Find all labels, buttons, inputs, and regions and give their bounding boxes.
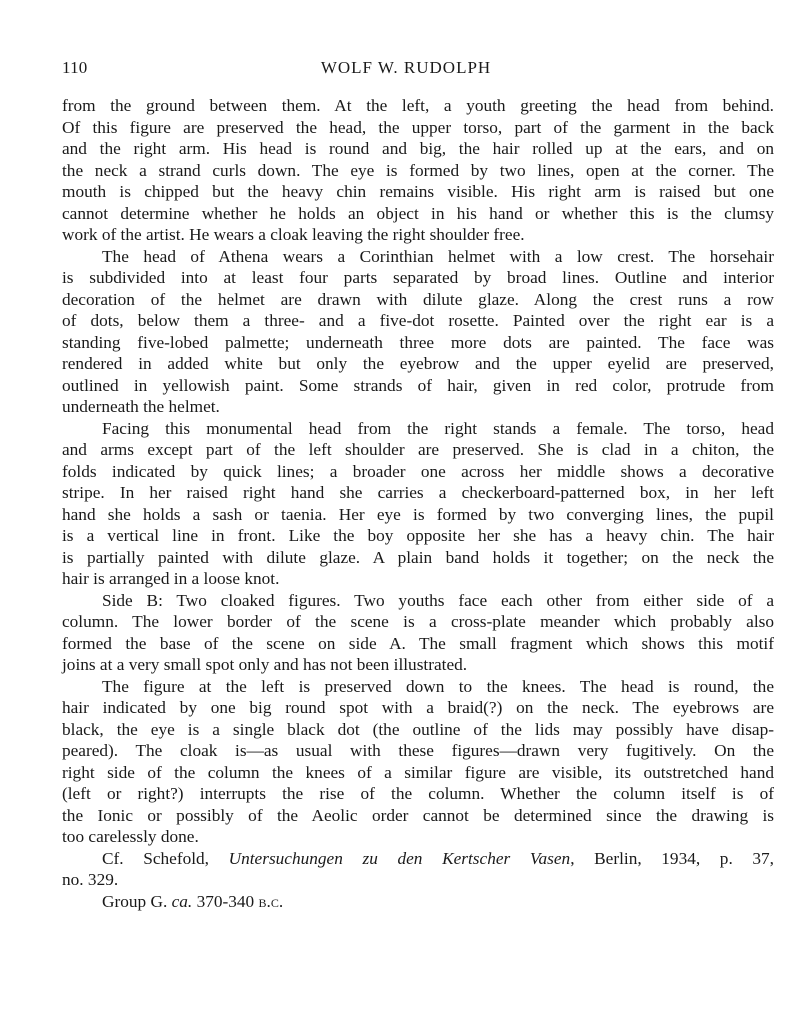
text-line: from the ground between them. At the left, a youth greeting the head from behind. <box>62 96 774 115</box>
body-text <box>62 95 774 848</box>
text-line: joins at a very small spot only and has not been illustrated. <box>62 655 468 674</box>
text-line: cannot determine whether he holds an object in his hand or whether this is the clumsy <box>62 203 774 223</box>
text-line: The figure at the left is preserved down to the knees. The head is round, the <box>102 676 774 696</box>
citation-title: Untersuchungen zu den Kertscher Vasen <box>228 848 571 868</box>
text-line: is a vertical line in front. Like the boy opposite her she has a heavy chin. The hair <box>62 526 774 545</box>
circa: ca. <box>171 891 193 911</box>
text-line: column. The lower border of the scene is a cross-plate meander which probably also <box>62 612 774 631</box>
text-line: rendered in added white but only the eyebrow and the upper eyelid are preserved, <box>62 354 774 373</box>
text-line: hand she holds a sash or taenia. Her eye is formed by two converging lines, the pupil <box>62 504 774 524</box>
text-line: decoration of the helmet are drawn with dilute glaze. Along the crest runs a row <box>62 289 774 309</box>
page-number: 110 <box>62 58 88 77</box>
citation-line-2: no. 329. <box>62 870 119 889</box>
text-line: mouth is chipped but the heavy chin remains visible. His right arm is raised but one <box>62 182 774 201</box>
text-line: formed the base of the scene on side A. The small fragment which shows this motif <box>62 633 774 653</box>
paragraph <box>62 95 774 246</box>
text-line: and arms except part of the left shoulder are preserved. She is clad in a chiton, the <box>62 440 774 459</box>
paragraph <box>62 676 774 848</box>
text-line: hair indicated by one big round spot with a braid(?) on the neck. The eyebrows are <box>62 698 774 717</box>
paragraph <box>62 590 774 676</box>
text-line: work of the artist. He wears a cloak leaving the right shoulder free. <box>62 225 525 244</box>
group-date-line: Group G. ca. 370-340 b.c. <box>102 891 284 911</box>
text-line: the neck a strand curls down. The eye is formed by two lines, open at the corner. The <box>62 160 774 180</box>
text-line: outlined in yellowish paint. Some strands of hair, given in red color, protrude from <box>62 375 774 395</box>
text-line: of dots, below them a three- and a five-dot rosette. Painted over the right ear is a <box>62 311 774 330</box>
text-line: hair is arranged in a loose knot. <box>62 569 280 588</box>
text-line: and the right arm. His head is round and big, the hair rolled up at the ears, and on <box>62 139 774 158</box>
text-line: The head of Athena wears a Corinthian helmet with a low crest. The horsehair <box>102 246 774 266</box>
text-line: standing five-lobed palmette; underneath three more dots are painted. The face was <box>62 332 774 352</box>
text-line: the Ionic or possibly of the Aeolic order cannot be determined since the drawing is <box>62 805 774 825</box>
text-line: too carelessly done. <box>62 827 199 846</box>
text-line: Side B: Two cloaked figures. Two youths face each other from either side of a <box>102 590 774 610</box>
text-line: is partially painted with dilute glaze. A plain band holds it together; on the neck the <box>62 547 774 567</box>
text-line: underneath the helmet. <box>62 397 220 416</box>
paragraph <box>62 246 774 418</box>
paragraph <box>62 418 774 590</box>
text-line: (left or right?) interrupts the rise of the column. Whether the column itself is of <box>62 784 774 803</box>
page-header <box>62 58 750 82</box>
text-line: stripe. In her raised right hand she carries a checkerboard-patterned box, in her left <box>62 483 774 502</box>
citation-line: Cf. Schefold, Untersuchungen zu den Kertscher Vasen, Berlin, 1934, p. 37, <box>102 848 775 868</box>
text-line: Facing this monumental head from the right stands a female. The torso, head <box>102 418 774 438</box>
text-line: black, the eye is a single black dot (the outline of the lids may possibly have disap- <box>62 719 774 739</box>
text-line: peared). The cloak is—as usual with these figures—drawn very fugitively. On the <box>62 741 774 760</box>
running-head-author: WOLF W. RUDOLPH <box>320 58 492 77</box>
text-line: folds indicated by quick lines; a broader one across her middle shows a decorative <box>62 461 774 481</box>
citation-block <box>62 848 774 913</box>
text-line: Of this figure are preserved the head, the upper torso, part of the garment in the back <box>62 117 774 137</box>
text-line: right side of the column the knees of a similar figure are visible, its outstretched hand <box>62 762 774 782</box>
text-line: is subdivided into at least four parts separated by broad lines. Outline and interior <box>62 268 774 287</box>
era-label: b.c. <box>258 891 284 911</box>
